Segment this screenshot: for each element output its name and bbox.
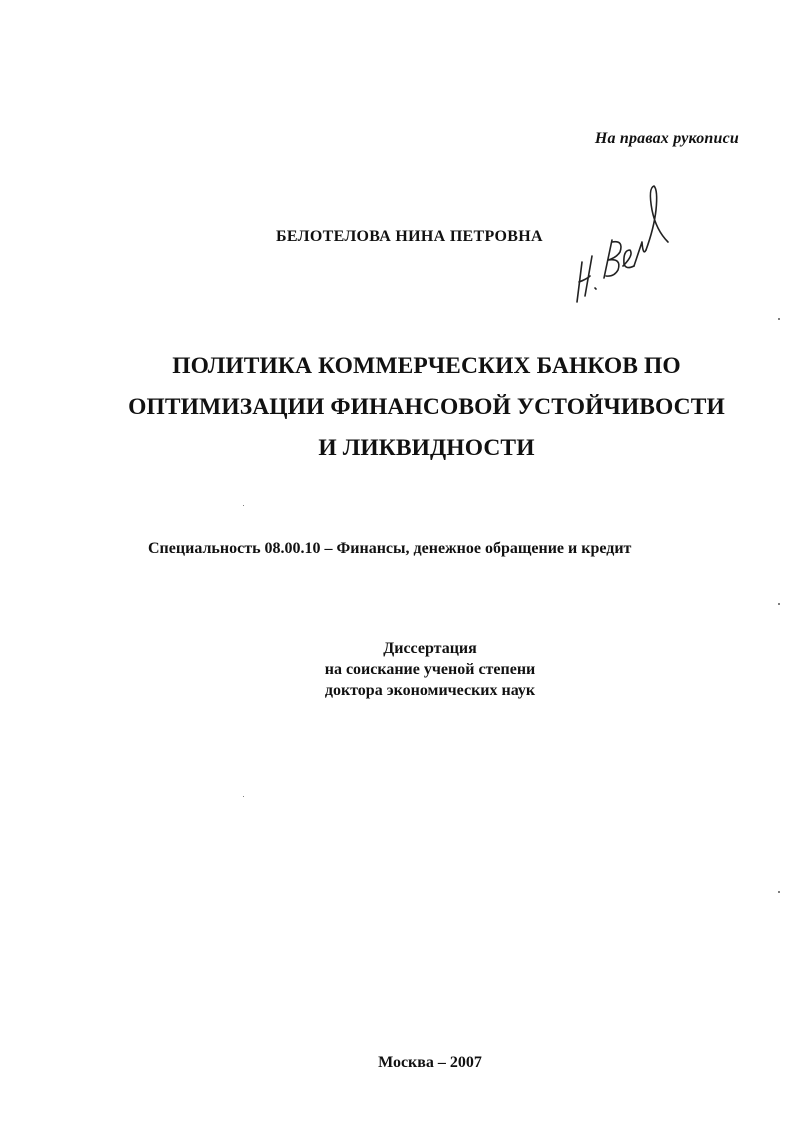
place-year: Москва – 2007 [378, 1054, 482, 1071]
specialty-line: Специальность 08.00.10 – Финансы, денежное обращение и кредит [148, 540, 632, 557]
degree-line: на соискание ученой степени [324, 661, 536, 678]
title-line: И ЛИКВИДНОСТИ [318, 435, 535, 461]
handwritten-signature [568, 180, 678, 310]
scan-speck [243, 505, 244, 506]
degree-statement [200, 638, 660, 701]
manuscript-note: На правах рукописи [594, 130, 739, 147]
dissertation-title [60, 346, 793, 469]
scan-speck [778, 891, 780, 893]
title-line: ОПТИМИЗАЦИИ ФИНАНСОВОЙ УСТОЙЧИВОСТИ [128, 394, 725, 420]
degree-line: доктора экономических наук [324, 682, 536, 699]
scan-speck [243, 796, 244, 797]
degree-line: Диссертация [383, 640, 477, 657]
title-line: ПОЛИТИКА КОММЕРЧЕСКИХ БАНКОВ ПО [172, 353, 681, 379]
scan-speck [778, 603, 780, 605]
scan-speck [778, 318, 780, 320]
author-name: БЕЛОТЕЛОВА НИНА ПЕТРОВНА [276, 228, 543, 245]
